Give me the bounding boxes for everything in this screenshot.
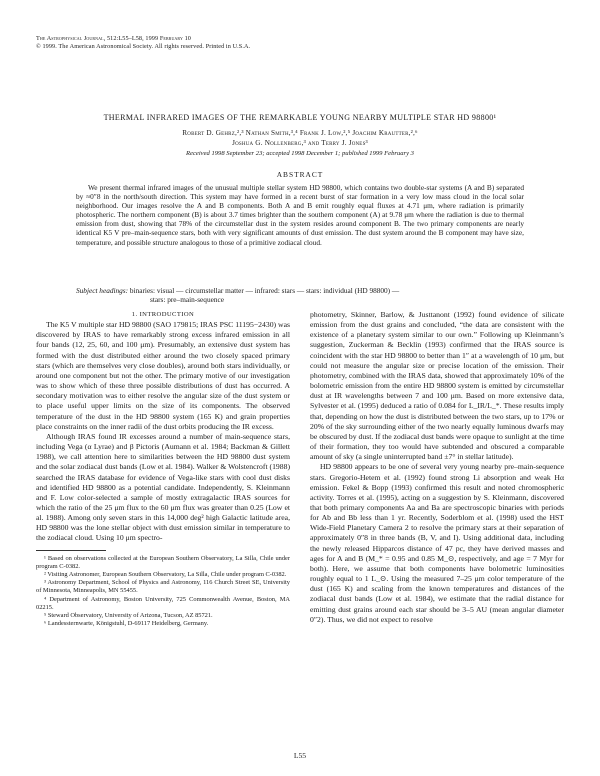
received-dates: Received 1998 September 23; accepted 1998 December 1; published 1999 February 3	[186, 150, 414, 157]
footnote: ² Visiting Astronomer, European Southern Observatory, La Silla, Chile under program C-0382.	[44, 571, 287, 578]
subject-headings-text: binaries: visual — circumstellar matter — infrared: stars — stars: individual (HD 98800) —	[129, 286, 400, 295]
page-number: L55	[293, 751, 307, 760]
footnote: ⁵ Steward Observatory, University of Arizona, Tucson, AZ 85721.	[44, 612, 213, 620]
author-list-line-2: Joshua G. Nollenberg,³ and Terry J. Jones³	[232, 139, 368, 147]
abstract-body: We present thermal infrared images of the unusual multiple stellar system HD 98800, which contains two double-star systems (A and B) separated by ≈0″8 in the north/south direction. This system may have formed in a recent burst of star formation in a very low mass cloud in the local solar neighborhood. Our images resolve the A and B components. Both A and B emit roughly equal fluxes at 4.71 μm, where radiation is primarily photospheric. The northern component (B) is about 3.7 times brighter than the southern component (A) at 9.78 μm where the radiation is due to thermal emission from dust, showing that 78% of the circumstellar dust in the system resides around component B. The two primary components are nearly identical K5 V pre–main-sequence stars, both with very significant amounts of dust emission. The dust system around the B component may have size, temperature, and possible structure analogous to those of a primitive zodiacal cloud.	[76, 183, 524, 247]
copyright-notice: © 1999. The American Astronomical Society. All rights reserved. Printed in U.S.A.	[36, 43, 251, 50]
footnote: ¹ Based on observations collected at the European Southern Observatory, La Silla, Chile under program C-0382.	[36, 554, 290, 570]
left-column	[36, 310, 290, 628]
intro-paragraph-2: Although IRAS found IR excesses around a number of main-sequence stars, including Vega (α Lyrae) and β Pictoris (Aumann et al. 1984; Backman & Gillett 1988), we call attention here to similarities between the HD 98800 dust system and the solar zodiacal dust bands (Low et al. 1984). Walker & Wolstencroft (1988) searched the IRAS database for evidence of Vega-like stars with cool dust disks and identified HD 98800 as a potential candidate. Independently, S. Kleinmann and F. Low color-selected a sample of mostly extragalactic IRAS sources for which the ratio of the 25 μm flux to the 60 μm flux was greater than 0.25 (Low et al. 1988). Among only seven stars in this 14,000 deg² high Galactic latitude area, HD 98800 was the lone stellar object with dust emission similar in temperature to the zodiacal cloud. Using 10 μm spectro-	[36, 431, 291, 543]
right-column	[310, 310, 564, 625]
journal-citation: The Astrophysical Journal, 512:L55–L58, 1999 February 10	[36, 35, 191, 42]
footnote: ⁴ Department of Astronomy, Boston University, 725 Commonwealth Avenue, Boston, MA 02215.	[36, 595, 290, 611]
footnotes	[36, 555, 290, 629]
subject-headings-text-continued: stars: pre–main-sequence	[150, 295, 224, 305]
footnote: ⁶ Landessternwarte, Königstuhl, D-69117 Heidelberg, Germany.	[44, 620, 209, 628]
subject-headings	[76, 286, 524, 304]
subject-headings-label: Subject headings:	[76, 286, 129, 295]
abstract-heading: ABSTRACT	[276, 170, 324, 179]
footnote: ³ Astronomy Department, School of Physics and Astronomy, 116 Church Street SE, University of Minnesota, Minneapolis, MN 55455.	[36, 579, 290, 595]
intro-paragraph-1: The K5 V multiple star HD 98800 (SAO 179815; IRAS PSC 11195−2430) was discovered by IRAS to have remarkably strong excess infrared emission in all four bands (12, 25, 60, and 100 μm). Presumably, an extensive dust system has formed with the dust distributed either around the two closely spaced primary stars (which are themselves very close doubles), around both stars individually, or around one component but not the other. The primary motive of our investigation was to show which of these three possible distributions of dust has occurred. A secondary motivation was to either resolve the angular size of the dust system or to place useful upper limits on the size of its components. The observed temperature of the dust in the HD 98800 system (165 K) and grain properties place constraints on the inner radii of the dust orbits producing the IR excess.	[36, 320, 290, 431]
section-heading-introduction: 1. INTRODUCTION	[131, 311, 195, 318]
intro-paragraph-3: HD 98800 appears to be one of several very young nearby pre–main-sequence stars. Gregorio-Hetem et al. (1992) found strong Li absorption and weak Hα emission. Fekel & Bopp (1993) confirmed this result and noted chromospheric activity. Torres et al. (1995), acting on a suggestion by S. Kleinmann, discovered that both primary components Aa and Ba are spectroscopic binaries with periods for Ab and Bb less than 1 yr. Recently, Soderblom et al. (1998) used the HST Wide-Field Planetary Camera 2 to resolve the primary stars at their separation of approximately 0″8 in three bands (B, V, and I). Using additional data, including the newly released Hipparcos distance of 47 pc, they have derived masses and ages for A and B (M_* = 0.95 and 0.85 M_⊙, respectively, and age = 7 Myr for both). Here, we assume that both components have bolometric luminosities roughly equal to 1 L_⊙. Using the measured 7–25 μm color temperature of the dust (165 K) and scaling from the known temperatures and distances of the zodiacal dust bands (Low et al. 1984), we estimate that the radial distance for emitting dust grains around each star should be 3–5 AU (mean angular diameter 0″2). Thus, we did not expect to resolve	[310, 462, 564, 624]
footnote-rule	[36, 550, 106, 551]
running-head	[36, 35, 250, 51]
author-list-line-1: Robert D. Gehrz,²,³ Nathan Smith,³,⁴ Frank J. Low,²,⁵ Joachim Krautter,²,⁶	[182, 129, 418, 137]
intro-paragraph-continued: photometry, Skinner, Barlow, & Justtanont (1992) found evidence of silicate emission from the dust grains and concluded, “the data are consistent with the existence of a planetary system similar to our own.” Following up Kleinmann’s suggestion, Zuckerman & Becklin (1993) confirmed that the IRAS source is coincident with the star HD 98800 to better than 1″ at a wavelength of 10 μm, but could not measure the angular size or precise location of the emission. Their photometry, combined with the IRAS data, showed that approximately 10% of the bolometric emission from the entire HD 98800 system is emitted by circumstellar dust at IR wavelengths between 7 and 100 μm. Based on more extensive data, Sylvester et al. (1995) deduced a ratio of 0.084 for L_IR/L_*. These results imply that, depending on how the dust is distributed between the two stars, up to 17% or 20% of the sky surrounding either of the two nearly equally luminous dwarfs may be obscured by dust. If the zodiacal dust bands were opaque to sunlight at the time of their formation, they too would have subtended and obscured a comparable amount of sky (a single uninterrupted band ±7° in stellar latitude).	[310, 310, 564, 462]
article-title: THERMAL INFRARED IMAGES OF THE REMARKABLE YOUNG NEARBY MULTIPLE STAR HD 98800¹	[103, 113, 497, 122]
